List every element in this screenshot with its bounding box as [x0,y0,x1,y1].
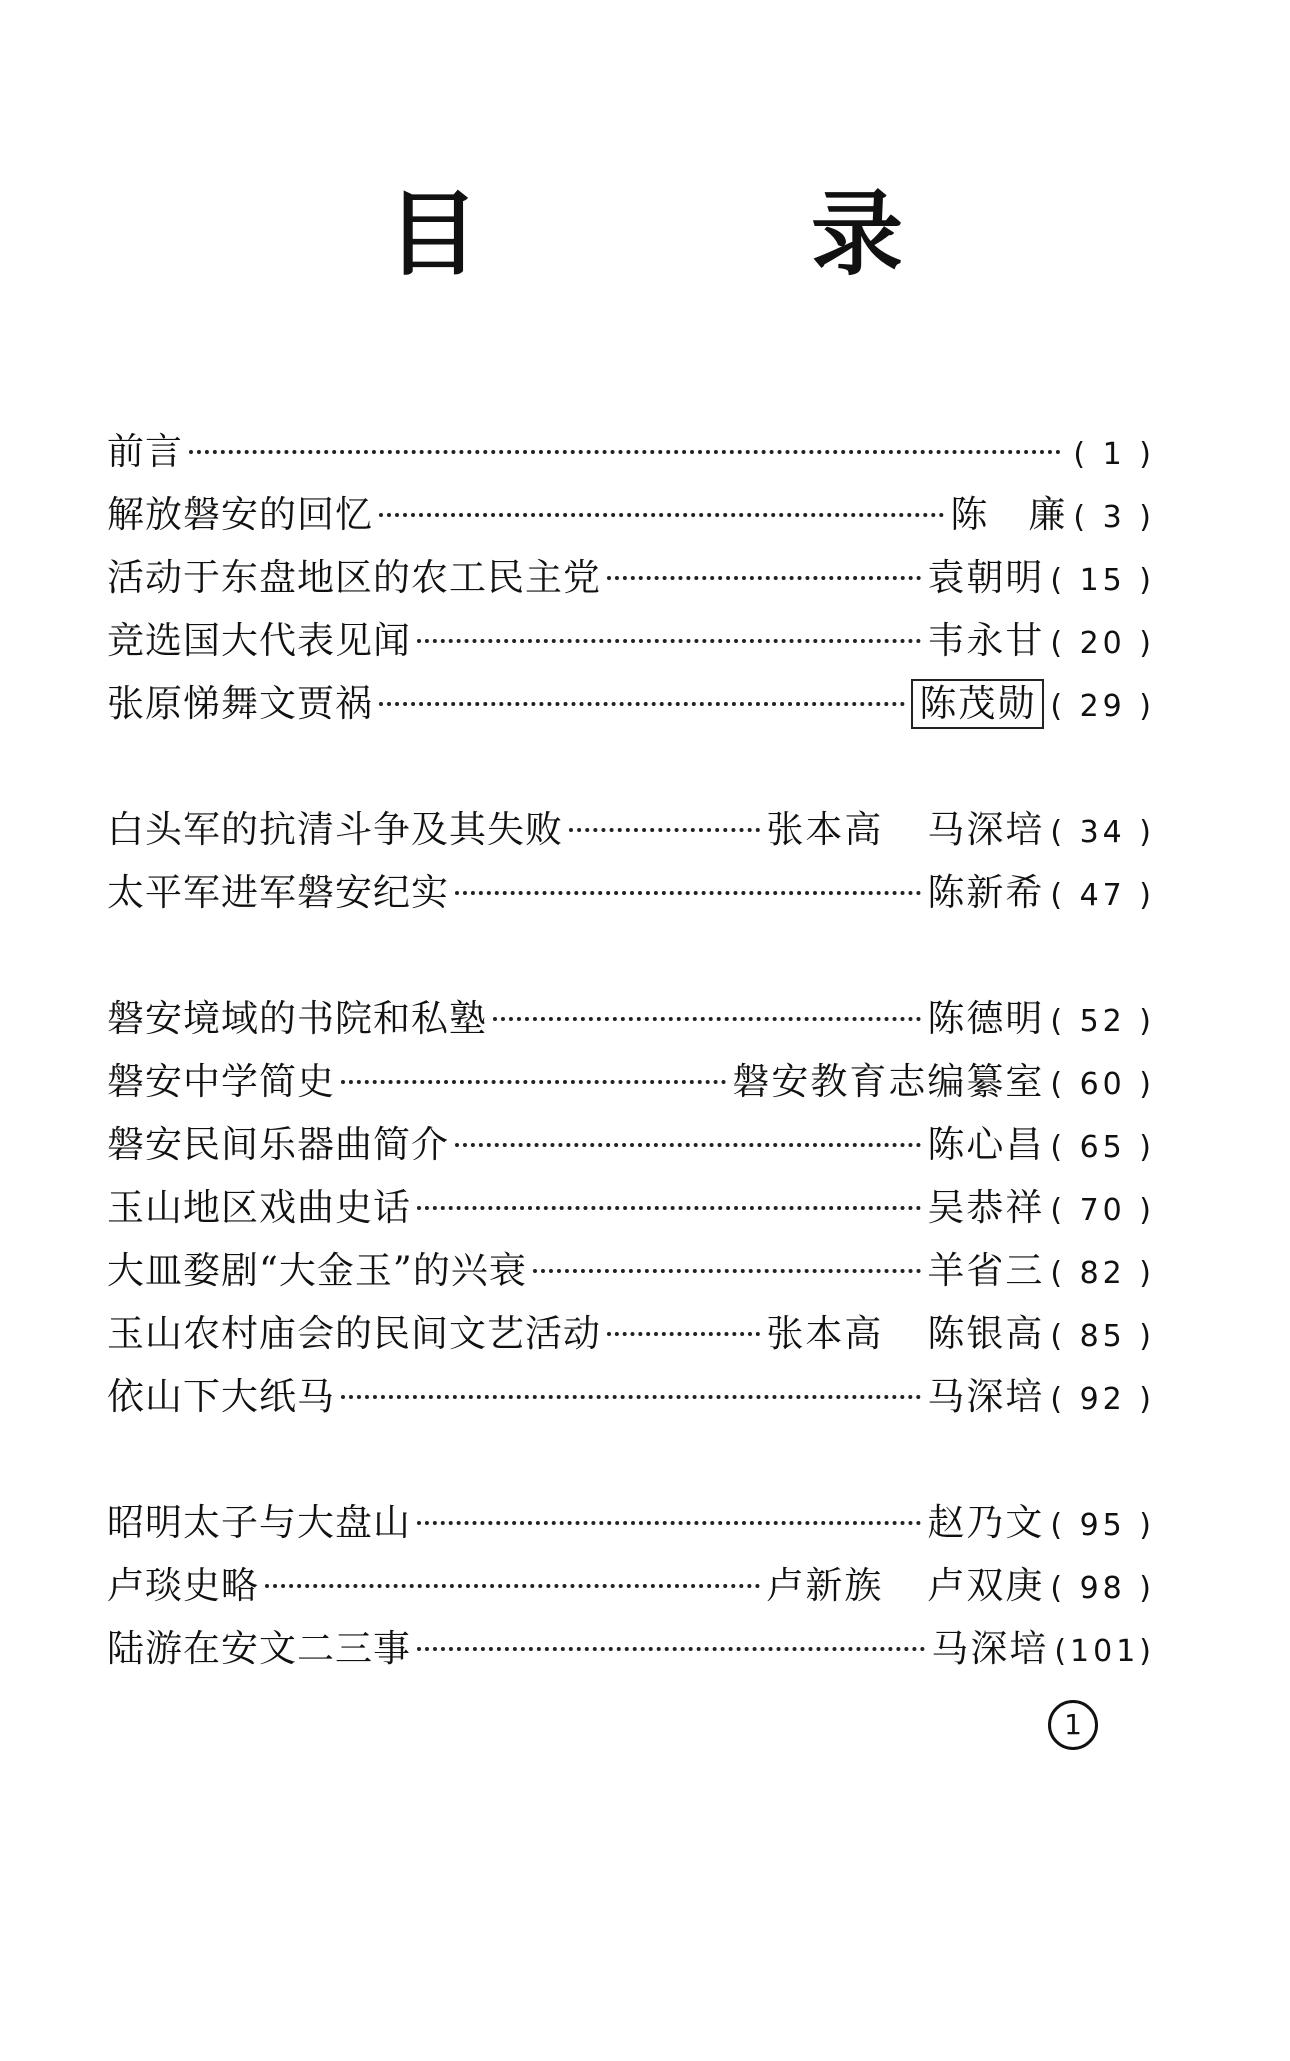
entry-page: ( 65 ) [1050,1130,1155,1165]
entry-author: 卢双庚 [927,1564,1045,1607]
entry-page: ( 70 ) [1050,1193,1155,1228]
entry-author: 陈银高 [927,1312,1045,1355]
dot-leader [493,1017,921,1021]
dot-leader [379,513,944,517]
entry-page: ( 82 ) [1050,1256,1155,1291]
toc-entry [107,861,1155,924]
dot-leader [533,1269,922,1273]
entry-title: 玉山农村庙会的民间文艺活动 [107,1312,601,1355]
entry-author: 卢新族 [766,1564,884,1607]
dot-leader [417,1206,921,1210]
toc-group [107,987,1155,1428]
entry-author: 陈茂勋 [911,679,1044,729]
entry-page: ( 3 ) [1073,500,1155,535]
entry-author: 马深培 [927,1375,1045,1418]
entry-page: ( 95 ) [1050,1508,1155,1543]
entry-title: 依山下大纸马 [107,1375,335,1418]
entry-author: 赵乃文 [927,1501,1045,1544]
entry-page: ( 20 ) [1050,626,1155,661]
entry-title: 大皿婺剧“大金玉”的兴衰 [107,1249,527,1292]
dot-leader [417,1521,921,1525]
entry-title: 白头军的抗清斗争及其失败 [107,808,563,851]
dot-leader [341,1395,921,1399]
toc-group [107,1491,1155,1680]
entry-page: ( 52 ) [1050,1004,1155,1039]
entry-page: ( 92 ) [1050,1382,1155,1417]
entry-page: ( 34 ) [1050,815,1155,850]
toc-entry [107,483,1155,546]
entry-author: 陈新希 [927,871,1045,914]
toc-entry [107,798,1155,861]
entry-page: ( 1 ) [1073,437,1155,472]
entry-author: 马深培 [927,808,1045,851]
entry-author: 吴恭祥 [927,1186,1045,1229]
toc-entry [107,1617,1155,1680]
page-title: 目 录 [386,181,1054,288]
dot-leader [455,1143,921,1147]
toc-entry [107,987,1155,1050]
entry-title: 昭明太子与大盘山 [107,1501,411,1544]
entry-author: 张本高 [766,1312,884,1355]
entry-title: 磐安民间乐器曲简介 [107,1123,449,1166]
entry-page: ( 47 ) [1050,878,1155,913]
toc-entry [107,1554,1155,1617]
dot-leader [341,1080,726,1084]
entry-author: 韦永甘 [927,619,1045,662]
toc-entry [107,1176,1155,1239]
entry-page: (101) [1054,1634,1155,1669]
entry-page: ( 60 ) [1050,1067,1155,1102]
entry-title: 张原悌舞文贾祸 [107,682,373,725]
entry-author: 羊省三 [927,1249,1045,1292]
dot-leader [417,1647,925,1651]
entry-title: 卢琰史略 [107,1564,259,1607]
toc-entry [107,609,1155,672]
entry-author: 磐安教育志编纂室 [732,1060,1045,1103]
toc-entry [107,1239,1155,1302]
entry-page: ( 15 ) [1050,563,1155,598]
entry-title: 陆游在安文二三事 [107,1627,411,1670]
dot-leader [379,702,905,706]
entry-title: 玉山地区戏曲史话 [107,1186,411,1229]
toc-entry [107,546,1155,609]
toc-entry [107,1365,1155,1428]
dot-leader [607,1332,760,1336]
entry-title: 磐安中学简史 [107,1060,335,1103]
dot-leader [417,639,921,643]
toc-entry [107,420,1155,483]
table-of-contents [107,420,1155,1680]
entry-author: 袁朝明 [927,556,1045,599]
dot-leader [607,576,921,580]
dot-leader [265,1584,760,1588]
toc-group [107,798,1155,924]
entry-page: ( 98 ) [1050,1571,1155,1606]
dot-leader [569,828,760,832]
page-number: 1 [1048,1700,1098,1750]
entry-title: 竞选国大代表见闻 [107,619,411,662]
dot-leader [455,891,921,895]
toc-entry [107,1113,1155,1176]
entry-page: ( 85 ) [1050,1319,1155,1354]
entry-title: 活动于东盘地区的农工民主党 [107,556,601,599]
toc-entry [107,672,1155,735]
entry-author: 陈德明 [927,997,1045,1040]
entry-author: 马深培 [931,1627,1049,1670]
toc-entry [107,1302,1155,1365]
dot-leader [189,450,1061,454]
entry-author: 张本高 [766,808,884,851]
entry-title: 太平军进军磐安纪实 [107,871,449,914]
entry-author: 陈心昌 [927,1123,1045,1166]
entry-author: 陈 廉 [950,493,1068,536]
entry-page: ( 29 ) [1050,689,1155,724]
entry-title: 磐安境域的书院和私塾 [107,997,487,1040]
toc-entry [107,1491,1155,1554]
toc-group [107,420,1155,735]
entry-title: 前言 [107,430,183,473]
entry-title: 解放磐安的回忆 [107,493,373,536]
toc-entry [107,1050,1155,1113]
